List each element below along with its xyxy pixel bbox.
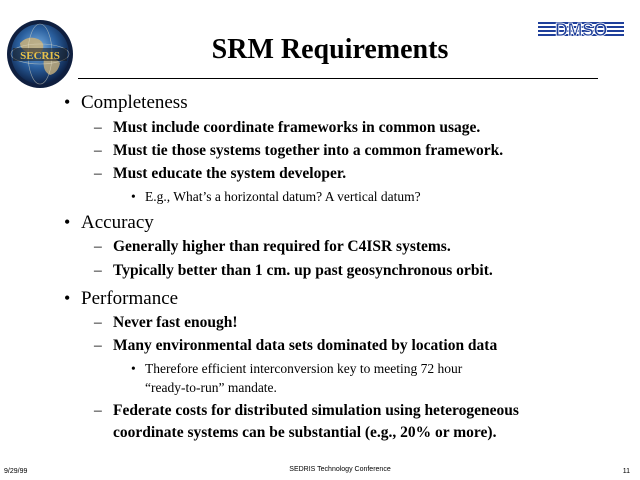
bullet-glyph: • — [64, 288, 71, 308]
list-item: – Generally higher than required for C4ISR systems. — [94, 238, 451, 255]
list-subitem: • Therefore efficient interconversion key to meeting 72 hour — [131, 361, 463, 376]
list-item: – Must educate the system developer. — [94, 165, 347, 182]
footer-date: 9/29/99 — [4, 468, 28, 475]
bullet-glyph: • — [64, 92, 71, 112]
list-item: – Must include coordinate frameworks in common usage. — [94, 119, 481, 136]
bullet-accuracy — [64, 210, 154, 235]
list-item: – Federate costs for distributed simulation using heterogeneous — [94, 402, 519, 419]
footer-page-number: 11 — [622, 468, 630, 475]
bullet-text: Accuracy — [81, 212, 154, 233]
title-rule — [78, 78, 598, 79]
list-subitem-continuation: “ready-to-run” mandate. — [145, 380, 277, 395]
list-item: – Must tie those systems together into a common framework. — [94, 142, 504, 159]
logo-right-text: DMSO — [555, 20, 607, 40]
list-item: – Many environmental data sets dominated by location data — [94, 337, 498, 354]
list-item-continuation: coordinate systems can be substantial (e.g., 20% or more). — [113, 424, 497, 441]
footer-conference: SEDRIS Technology Conference — [289, 466, 391, 473]
list-item: – Never fast enough! — [94, 314, 238, 331]
bullet-completeness — [64, 90, 188, 115]
bullet-text: Completeness — [81, 92, 188, 113]
slide-title: SRM Requirements — [211, 34, 449, 65]
bullet-text: Performance — [81, 288, 179, 309]
list-item: – Typically better than 1 cm. up past geosynchronous orbit. — [94, 262, 493, 279]
bullet-performance — [64, 286, 178, 311]
logo-left-text: SECRIS — [20, 50, 60, 62]
list-subitem: • E.g., What’s a horizontal datum? A vertical datum? — [131, 189, 421, 204]
bullet-glyph: • — [64, 212, 71, 232]
